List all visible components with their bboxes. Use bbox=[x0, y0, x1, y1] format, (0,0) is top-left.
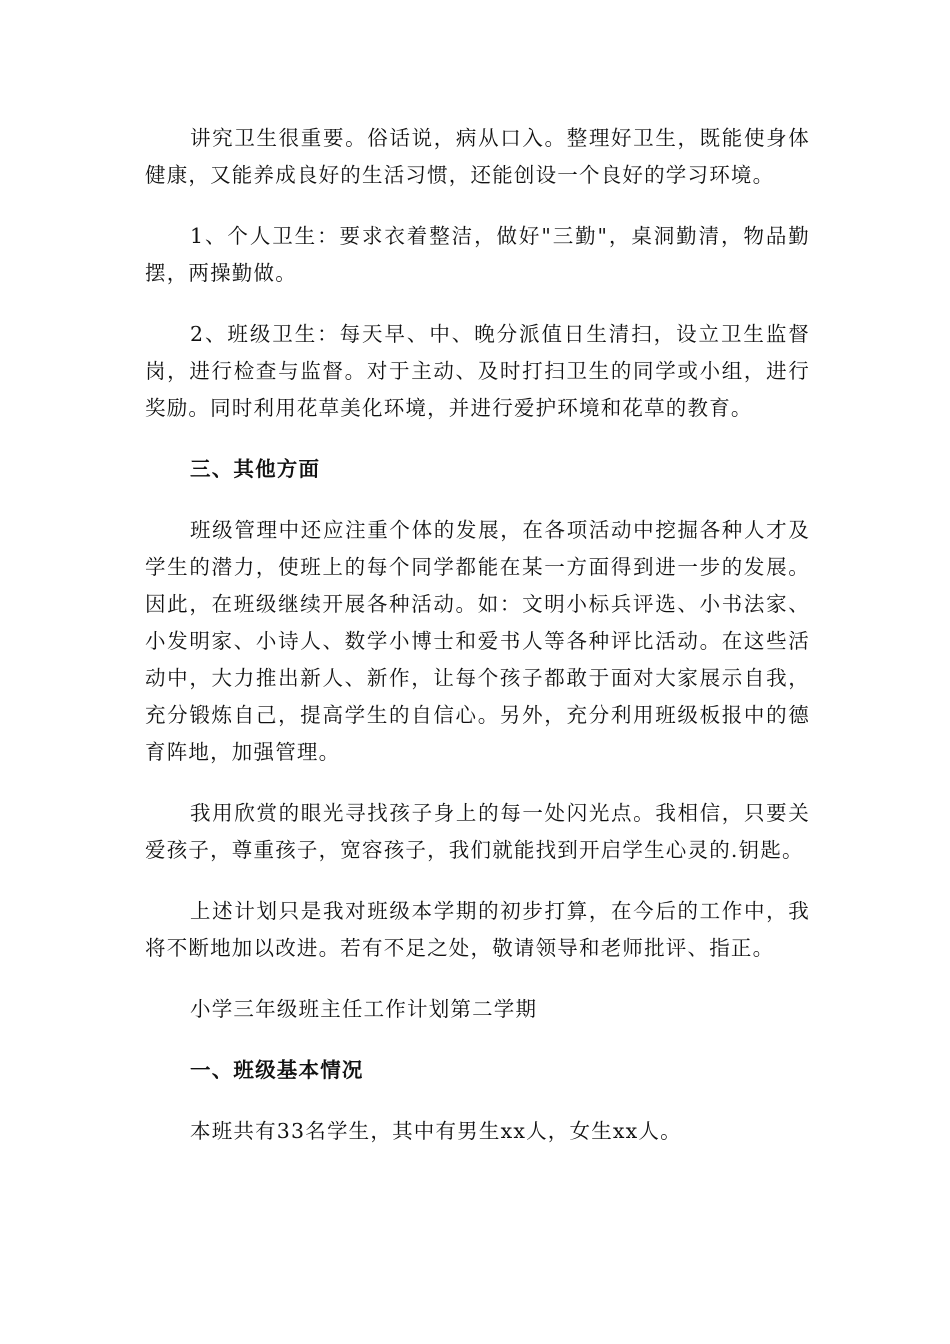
section-heading-class-info: 一、班级基本情况 bbox=[190, 1058, 364, 1082]
paragraph-appreciation: 我用欣赏的眼光寻找孩子身上的每一处闪光点。我相信，只要关爱孩子，尊重孩子，宽容孩子，我们就能找到开启学生心灵的.钥匙。 bbox=[145, 801, 810, 862]
paragraph-conclusion: 上述计划只是我对班级本学期的初步打算，在今后的工作中，我将不断地加以改进。若有不足之处，敬请领导和老师批评、指正。 bbox=[145, 899, 810, 960]
paragraph-student-count: 本班共有33名学生，其中有男生xx人，女生xx人。 bbox=[190, 1119, 682, 1143]
paragraph-individual-development: 班级管理中还应注重个体的发展，在各项活动中挖掘各种人才及学生的潜力，使班上的每个同学都能在某一方面得到进一步的发展。因此，在班级继续开展各种活动。如：文明小标兵评选、小书法家、小发明家、小诗人、数学小博士和爱书人等各种评比活动。在这些活动中，大力推出新人、新作，让每个孩子都敢于面对大家展示自我，充分锻炼自己，提高学生的自信心。另外，充分利用班级板报中的德育阵地，加强管理。 bbox=[145, 518, 810, 764]
paragraph-class-hygiene: 2、班级卫生：每天早、中、晚分派值日生清扫，设立卫生监督岗，进行检查与监督。对于主动、及时打扫卫生的同学或小组，进行奖励。同时利用花草美化环境，并进行爱护环境和花草的教育。 bbox=[145, 322, 810, 420]
paragraph-personal-hygiene: 1、个人卫生：要求衣着整洁，做好"三勤"，桌洞勤清，物品勤摆，两操勤做。 bbox=[145, 224, 810, 285]
document-subtitle: 小学三年级班主任工作计划第二学期 bbox=[190, 997, 538, 1021]
document-page bbox=[145, 120, 810, 1150]
section-heading-other: 三、其他方面 bbox=[190, 457, 321, 481]
paragraph-hygiene-intro: 讲究卫生很重要。俗话说，病从口入。整理好卫生，既能使身体健康，又能养成良好的生活习惯，还能创设一个良好的学习环境。 bbox=[145, 126, 810, 187]
